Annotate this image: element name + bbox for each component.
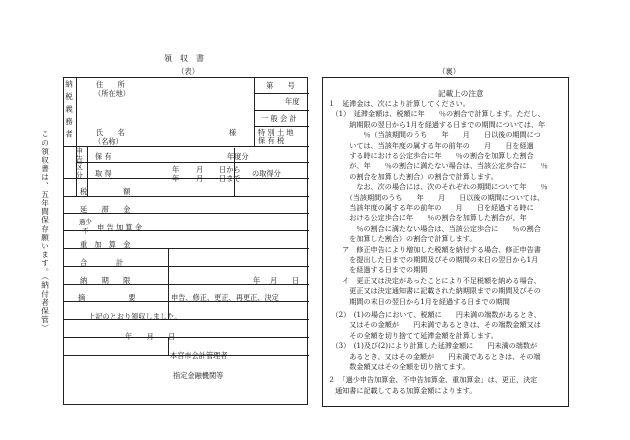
note-line: 更正又は決定通知書に記載された納期限までの期間及びその (328, 286, 541, 296)
note-line: あるとき、又はその金額が 円未満であるときは、その端 (328, 351, 541, 361)
special-account-2: 保 有 税 (258, 136, 285, 145)
note-line: １ 延滞金は、次により計算してください。 (328, 99, 470, 108)
honorific: 様 (229, 128, 237, 137)
front-subtitle: （表） (177, 67, 200, 76)
due-date-label: 納 期 限 (80, 276, 131, 285)
acq-to-year: 年 (172, 174, 180, 183)
acquisition-label: 取 得 (95, 169, 112, 178)
acq-to-month: 月 (196, 174, 204, 183)
note-line: 納期限の翌日から1月を経過する日までの期間については、年 (328, 119, 546, 129)
holding-value: 年度分 (227, 152, 249, 161)
penalty-prefix-2: 不 (82, 227, 89, 235)
number-label: 第 号 (266, 81, 295, 90)
address-sub: （所在地） (94, 89, 130, 98)
acq-to-day: 日まで (219, 174, 241, 183)
tax-amount-label: 税 額 (80, 187, 131, 196)
side-note: この領収書は、五年間保存願います。（納付者保管） (40, 130, 50, 333)
note-line: ２ 「過少申告加算金、不申告加算金、重加算金」は、更正、決定 (328, 375, 538, 385)
note-line: ア 修正申告により増加した税額を納付する場合、修正申告書 (328, 244, 541, 254)
note-line: 当該年度の属する年の前年の 月 日を経過する時に (328, 203, 534, 212)
note-line: （当該期間のうち 年 月 日以後の期間については、 (328, 192, 545, 202)
acq-from-month: 月 (196, 165, 204, 174)
note-line: ％の割合に満たない場合は、当該公定歩合に ％の割合 (328, 223, 541, 233)
year-label: 年度 (285, 97, 300, 106)
total-label: 合 計 (80, 258, 124, 267)
taxpayer-label: 納税義務者 (64, 80, 74, 143)
note-line: いては、当該年度の属する年の前年の 月 日を経過 (328, 140, 534, 150)
special-account-1: 特 別 土 地 (258, 128, 294, 137)
treasurer: 本宮市会計管理者 (170, 351, 228, 360)
note-line: 期間の末日の翌日から1月を経過する日までの期間 (328, 296, 510, 306)
front-title: 領 収 書 (164, 54, 204, 63)
heavy-penalty-label: 重 加 算 金 (80, 240, 131, 249)
penalty-label: 申 告 加 算 金 (97, 223, 143, 232)
notes-heading: 記載上の注意 (438, 89, 484, 98)
acq-from-year: 年 (172, 165, 180, 174)
delay-fee-label: 延 滞 金 (80, 205, 131, 214)
due-month-unit: 月 (270, 276, 278, 285)
penalty-prefix-1: 過少 (79, 218, 92, 226)
acquisition-value: の取得分 (252, 169, 281, 178)
acq-from-day: 日から (219, 165, 241, 174)
declaration-label: 申告区分 (75, 147, 85, 180)
due-year-unit: 年 (253, 276, 261, 285)
tax-category: 一 般 会 計 (261, 114, 297, 123)
note-line: イ 更正又は決定があったことにより不足税額を納める場合、 (328, 275, 541, 285)
holding-label: 保 有 (95, 152, 112, 161)
note-line: が、年 ％の割合に満たない場合は、当該公定歩合に ％ (328, 161, 548, 171)
note-line: の割合を加算した割合）の割合で計算します。 (328, 171, 498, 181)
summary-label: 摘 要 (78, 293, 136, 302)
name-label: 氏 名 (96, 128, 125, 137)
summary-value: 申告、修正、更正、再更正、決定 (171, 293, 279, 302)
note-line: その全額を切り捨てて延滞金額を計算します。 (328, 330, 498, 340)
receipt-date: 年 月 日 (125, 332, 176, 341)
note-line: （2） (1)の場合において、税額に 円未満の端数があるとき、 (328, 310, 541, 319)
note-line: を提出した日までの期間及びその期間の末日の翌日から1月 (328, 255, 539, 264)
notes-list (328, 100, 566, 402)
note-line: なお、次の場合には、次のそれぞれの期間について年 ％ (328, 182, 548, 192)
note-line: 又はその金額が 円未満であるときは、その端数金額又は (328, 320, 541, 330)
note-line: 通知書に記載してある加算金額によります。 (328, 385, 477, 395)
note-line: ％（当該期間のうち 年 月 日以後の期間につ (328, 130, 541, 140)
note-line: （3） (1)及び(2)により計算した延滞金額に 円未満の端数が (328, 341, 538, 351)
address-label: 住 所 (96, 80, 125, 89)
note-line: を経過する日までの期間 (328, 265, 428, 275)
due-day-unit: 日 (292, 276, 300, 285)
name-sub: （名称） (94, 137, 123, 146)
back-title: （裏） (438, 67, 461, 76)
note-line: する時における公定歩合に年 ％の割合を加算した割合 (328, 151, 534, 160)
note-line: （1） 延滞金額は、税額に年 ％の割合で計算します。ただし、 (328, 109, 545, 119)
receipt-text: 上記のとおり領収しました。 (88, 312, 182, 321)
note-line: 数金額又はその全額を切り捨てます。 (328, 362, 470, 371)
designated-bank: 指定金融機関等 (173, 371, 224, 380)
note-line: おける公定歩合に年 ％の割合を加算した割合が、年 (328, 213, 527, 223)
note-line: を加算した割合）の割合で計算します。 (328, 234, 477, 244)
